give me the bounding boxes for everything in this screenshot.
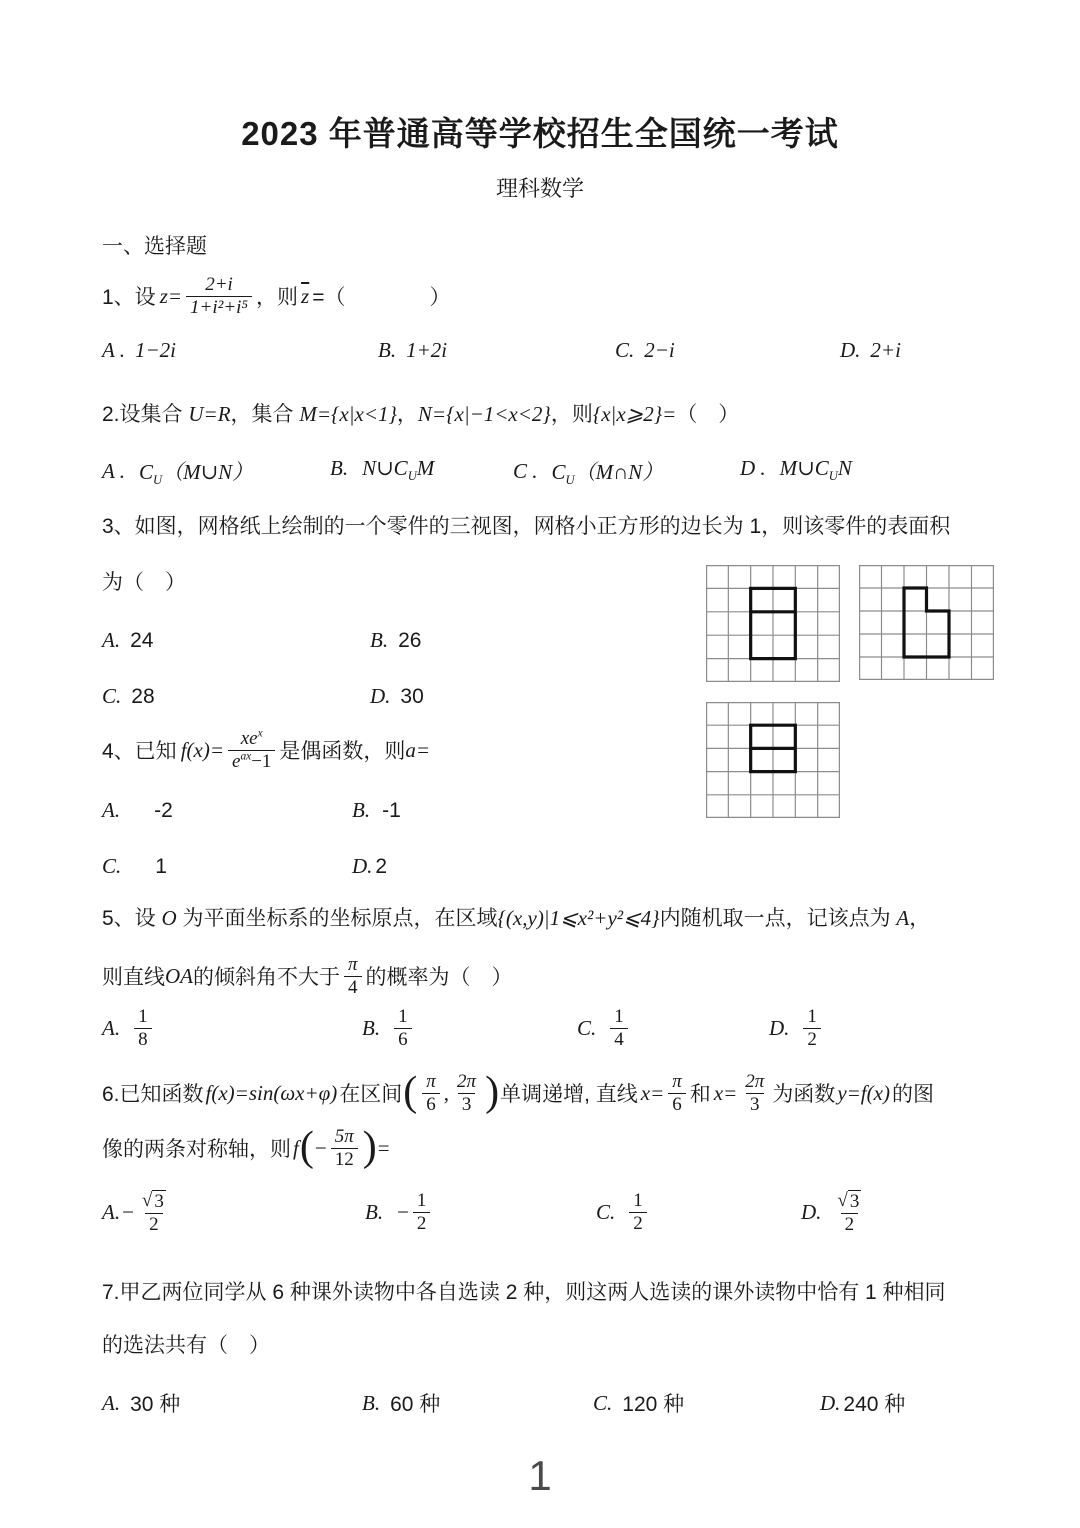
- option-label: B.: [362, 1015, 381, 1040]
- option-fraction: [138, 1190, 170, 1236]
- option-label: D.: [840, 338, 861, 362]
- question-4-options-row2: [102, 854, 702, 884]
- q2-text: ，则: [550, 403, 593, 426]
- q4-num-base: xe: [240, 727, 258, 749]
- option-fraction: [413, 1190, 431, 1235]
- option-value: 120 种: [622, 1393, 685, 1416]
- option-value: 2−i: [644, 338, 675, 362]
- option-value: 1+2i: [406, 338, 448, 362]
- fraction-numerator: 5π: [334, 1125, 354, 1147]
- q4-fraction-denominator: [228, 750, 275, 773]
- option-label: B.: [378, 338, 397, 362]
- fraction-numerator: [138, 1190, 170, 1213]
- fraction-numerator: 1: [398, 1006, 408, 1027]
- fraction-denominator: 6: [422, 1093, 440, 1116]
- q4-option-d: [352, 854, 387, 879]
- q5-fraction-denominator: 4: [344, 976, 362, 999]
- option-value: 30 种: [130, 1393, 181, 1416]
- option-label: C.: [593, 1390, 613, 1415]
- q1-pre-text: 1、设: [102, 286, 156, 309]
- question-3-stem-line1: 3、如图，网格纸上绘制的一个零件的三视图，网格小正方形的边长为 1，则该零件的表面积: [102, 515, 951, 538]
- q2-math: {x|x⩾2}=: [592, 402, 677, 426]
- question-3-options-row1: [102, 628, 702, 658]
- option-value: [552, 456, 664, 486]
- option-label: D.: [801, 1200, 822, 1225]
- q2-text: ，: [396, 403, 418, 426]
- q5-text: 5、设: [102, 907, 162, 930]
- q5-text: 内随机取一点，记该点为: [659, 907, 897, 930]
- q7-option-b: [362, 1388, 440, 1418]
- fraction-numerator: 1: [138, 1006, 148, 1027]
- interval-comma: ,: [443, 1080, 450, 1105]
- page-title: 2023 年普通高等学校招生全国统一考试: [241, 115, 839, 152]
- q6-text: 6.已知函数: [102, 1083, 204, 1106]
- q5-pi-fraction: [344, 954, 362, 999]
- option-value: 2+i: [870, 338, 901, 362]
- option-label: C.: [615, 338, 635, 362]
- q1-fraction-numerator: 2+i: [205, 273, 233, 295]
- q6-text: 在区间: [339, 1083, 403, 1106]
- close-paren: ): [362, 1124, 377, 1171]
- q5-option-d: [769, 1006, 825, 1051]
- figure-side-view: [859, 565, 994, 680]
- question-3-options-row2: [102, 684, 702, 714]
- radical-sign: √: [141, 1190, 153, 1211]
- q2-math: U=R: [188, 402, 231, 426]
- q1-z-conjugate: $\overline{z}$: [301, 283, 310, 308]
- minus-sign: −: [314, 1135, 327, 1160]
- radical-sign: √: [837, 1190, 848, 1211]
- option-label: A .: [102, 338, 125, 362]
- option-label: A.: [102, 1015, 121, 1040]
- q1-option-d: [840, 338, 901, 363]
- option-fraction: [610, 1006, 628, 1051]
- option-label: D.: [352, 854, 373, 878]
- q1-option-a: [102, 338, 176, 363]
- equals-sign: =: [377, 1135, 390, 1160]
- q4-variable-a: a=: [405, 737, 431, 762]
- question-4-options-row1: [102, 798, 702, 828]
- option-label: A.: [102, 798, 121, 822]
- option-label: D.: [769, 1015, 790, 1040]
- option-label: D .: [740, 456, 766, 480]
- set-expr: N: [837, 456, 852, 480]
- q4-den-tail: −1: [251, 750, 272, 772]
- q6-f: f: [293, 1135, 299, 1160]
- set-expr: C: [551, 460, 566, 484]
- q7-option-c: [593, 1388, 684, 1418]
- q5-math: OA: [165, 963, 193, 988]
- q1-option-c: [615, 338, 675, 363]
- question-2-options: [102, 456, 1042, 486]
- fraction-denominator: 4: [610, 1028, 628, 1051]
- q2-text: 2.设集合: [102, 403, 189, 426]
- q6-text: 和: [689, 1083, 711, 1106]
- q4-option-b: [352, 798, 401, 823]
- option-label: A .: [102, 458, 125, 483]
- q5-math: A: [896, 906, 910, 930]
- option-value: 2: [375, 854, 388, 878]
- q1-post-text: =（ ）: [312, 286, 451, 309]
- option-label: B.: [330, 456, 349, 480]
- q4-post-text: 是偶函数，则: [279, 740, 406, 763]
- option-label: C.: [102, 854, 122, 878]
- set-subscript: U: [565, 473, 575, 488]
- fraction-numerator: π: [672, 1070, 682, 1092]
- option-value: [362, 456, 435, 484]
- question-7-stem-line2: 的选法共有（ ）: [102, 1334, 270, 1357]
- option-value: 28: [131, 684, 155, 708]
- option-label: D.: [820, 1390, 841, 1415]
- q2-text: （ ）: [676, 403, 740, 426]
- q6-option-b: [365, 1190, 434, 1235]
- q2-math: M={x|x<1}: [299, 402, 397, 426]
- page-number: 1: [528, 1452, 552, 1499]
- option-value: [139, 456, 253, 486]
- option-label: C.: [102, 684, 122, 708]
- question-2-stem: [102, 398, 739, 428]
- q6-interval-right-fraction: [453, 1071, 480, 1116]
- q4-num-exponent: x: [257, 727, 263, 740]
- q5-option-a: [102, 1006, 156, 1051]
- q6-option-c: [596, 1190, 651, 1235]
- q3-option-c: [102, 684, 155, 709]
- set-expr: （M∩N）: [574, 460, 664, 484]
- option-value: 26: [398, 628, 422, 652]
- option-label: C.: [577, 1015, 597, 1040]
- fraction-denominator: 6: [394, 1028, 412, 1051]
- q5-text: 则直线: [102, 966, 165, 989]
- option-value: 24: [130, 628, 154, 652]
- q3-option-b: [370, 628, 421, 653]
- radicand: 3: [849, 1191, 860, 1212]
- option-label: A.: [102, 1390, 121, 1415]
- q4-pre-text: 4、已知: [102, 740, 177, 763]
- minus-sign: −: [397, 1199, 409, 1224]
- q6-function: f(x)=sin(ωx+φ): [205, 1080, 338, 1105]
- q1-fraction: [186, 274, 252, 319]
- q2-option-d: [740, 456, 852, 484]
- option-value: 30: [400, 684, 424, 708]
- q2-math: N={x|−1<x<2}: [417, 402, 551, 426]
- fraction-numerator: 1: [614, 1006, 624, 1027]
- set-expr: N∪C: [362, 456, 408, 480]
- q1-option-b: [378, 338, 447, 363]
- set-expr: （M∪N）: [162, 460, 254, 484]
- fraction-denominator: 8: [134, 1028, 152, 1051]
- question-6-stem-line1: [102, 1064, 934, 1122]
- fraction-numerator: 2π: [745, 1070, 765, 1092]
- option-fraction: [833, 1190, 865, 1236]
- open-paren: (: [299, 1124, 314, 1171]
- option-fraction: [394, 1006, 412, 1051]
- question-6-options: [102, 1190, 1042, 1246]
- q3-option-a: [102, 628, 153, 653]
- q5-math: O: [161, 906, 177, 930]
- q5-option-c: [577, 1006, 632, 1051]
- question-7-stem-line1: 7.甲乙两位同学从 6 种课外读物中各自选读 2 种，则这两人选读的课外读物中恰有 1 种相同: [102, 1281, 946, 1304]
- q6-text: 的图: [891, 1083, 934, 1106]
- q5-text: 的概率为（ ）: [365, 966, 513, 989]
- q3-option-d: [370, 684, 424, 709]
- q4-option-a: [102, 798, 173, 823]
- question-3-stem-line2: 为（ ）: [102, 571, 186, 594]
- option-value: 60 种: [390, 1393, 441, 1416]
- q6-text: 单调递增, 直线: [500, 1083, 638, 1106]
- q4-option-c: [102, 854, 167, 879]
- option-value: [779, 456, 852, 484]
- q2-text: ，集合: [230, 403, 300, 426]
- question-5-options: [102, 1006, 1042, 1056]
- option-label: C.: [596, 1199, 616, 1224]
- option-value: -1: [382, 798, 401, 822]
- option-label: B.: [365, 1199, 384, 1224]
- fraction-denominator: 12: [331, 1148, 358, 1171]
- q5-text: 为平面坐标系的坐标原点，在区域: [176, 907, 498, 930]
- set-expr: C: [138, 460, 153, 484]
- q4-fraction: [228, 728, 275, 773]
- question-1-options: [102, 338, 1042, 368]
- q6-math: x=: [640, 1080, 665, 1105]
- set-expr: M: [416, 456, 435, 480]
- q4-den-base: e: [232, 750, 241, 772]
- q6-text: 像的两条对称轴，则: [102, 1138, 291, 1161]
- q6-option-a: [102, 1190, 174, 1236]
- set-subscript: U: [407, 469, 417, 484]
- option-label: A.: [102, 1200, 121, 1225]
- figure-front-view: [706, 565, 840, 682]
- question-1-stem: [102, 264, 451, 328]
- option-label: B.: [362, 1390, 381, 1415]
- q6-math: y=f(x): [837, 1080, 890, 1105]
- fraction-denominator: 2: [841, 1213, 859, 1236]
- option-label: C .: [513, 458, 538, 483]
- q6-arg-fraction: [331, 1126, 358, 1171]
- option-label: B.: [370, 628, 389, 652]
- option-value: 1−2i: [134, 338, 176, 362]
- close-paren: ): [485, 1069, 500, 1116]
- option-value: 240 种: [843, 1393, 906, 1416]
- q4-fraction-numerator: [237, 728, 267, 750]
- option-fraction: [803, 1006, 821, 1051]
- set-subscript: U: [828, 469, 838, 484]
- fraction-numerator: 2π: [457, 1070, 477, 1092]
- question-5-stem-line2: [102, 948, 513, 1004]
- radicand: 3: [154, 1191, 164, 1212]
- fraction-denominator: 6: [668, 1093, 686, 1116]
- fraction-numerator: [833, 1190, 865, 1213]
- q5-math: {(x,y)|1⩽x²+y²⩽4}: [497, 906, 660, 930]
- q2-option-c: [513, 456, 663, 486]
- q6-math: x=: [713, 1080, 738, 1105]
- q6-x1-fraction: [668, 1071, 686, 1116]
- question-5-stem-line1: [102, 902, 930, 932]
- question-4-stem: [102, 720, 430, 780]
- page-subtitle: 理科数学: [495, 176, 584, 201]
- fraction-numerator: 1: [807, 1006, 817, 1027]
- option-label: B.: [352, 798, 371, 822]
- q6-interval-left-fraction: [422, 1071, 440, 1116]
- fraction-denominator: 2: [629, 1212, 647, 1235]
- q6-text: 为函数: [772, 1083, 836, 1106]
- set-expr: M∪C: [779, 456, 829, 480]
- q5-fraction-numerator: π: [348, 953, 358, 975]
- question-7-options: [102, 1388, 1042, 1418]
- fraction-denominator: 2: [413, 1212, 431, 1235]
- q5-text: 的倾斜角不大于: [193, 966, 340, 989]
- minus-sign: −: [122, 1200, 134, 1225]
- q2-option-b: [330, 456, 435, 484]
- question-6-stem-line2: [102, 1120, 390, 1176]
- fraction-denominator: 2: [145, 1213, 163, 1236]
- open-paren: (: [403, 1069, 418, 1116]
- option-label: D.: [370, 684, 391, 708]
- q4-den-exponent: ax: [240, 750, 252, 763]
- set-subscript: U: [152, 473, 163, 488]
- q5-option-b: [362, 1006, 416, 1051]
- q5-text: ，: [909, 907, 931, 930]
- fraction-denominator: 3: [746, 1093, 764, 1116]
- q1-variable: z=: [159, 283, 183, 308]
- q1-fraction-denominator: 1+i²+i⁵: [186, 296, 252, 319]
- section-heading: 一、选择题: [102, 235, 207, 258]
- fraction-numerator: 1: [416, 1190, 427, 1211]
- q7-option-d: [820, 1388, 905, 1418]
- option-value: 1: [155, 854, 167, 878]
- q1-mid-text: ，则: [256, 286, 299, 309]
- q7-option-a: [102, 1388, 180, 1418]
- fraction-numerator: π: [426, 1070, 436, 1092]
- fraction-denominator: 3: [458, 1093, 476, 1116]
- figure-top-view: [706, 702, 840, 818]
- fraction-denominator: 2: [803, 1028, 821, 1051]
- option-fraction: [629, 1190, 647, 1235]
- q2-option-a: [102, 456, 253, 486]
- option-value: -2: [154, 798, 173, 822]
- option-fraction: [134, 1006, 152, 1051]
- q4-function: f(x)=: [180, 737, 224, 762]
- fraction-numerator: 1: [633, 1190, 643, 1211]
- option-label: A.: [102, 628, 121, 652]
- q6-option-d: [801, 1190, 869, 1236]
- q6-x2-fraction: [741, 1071, 768, 1116]
